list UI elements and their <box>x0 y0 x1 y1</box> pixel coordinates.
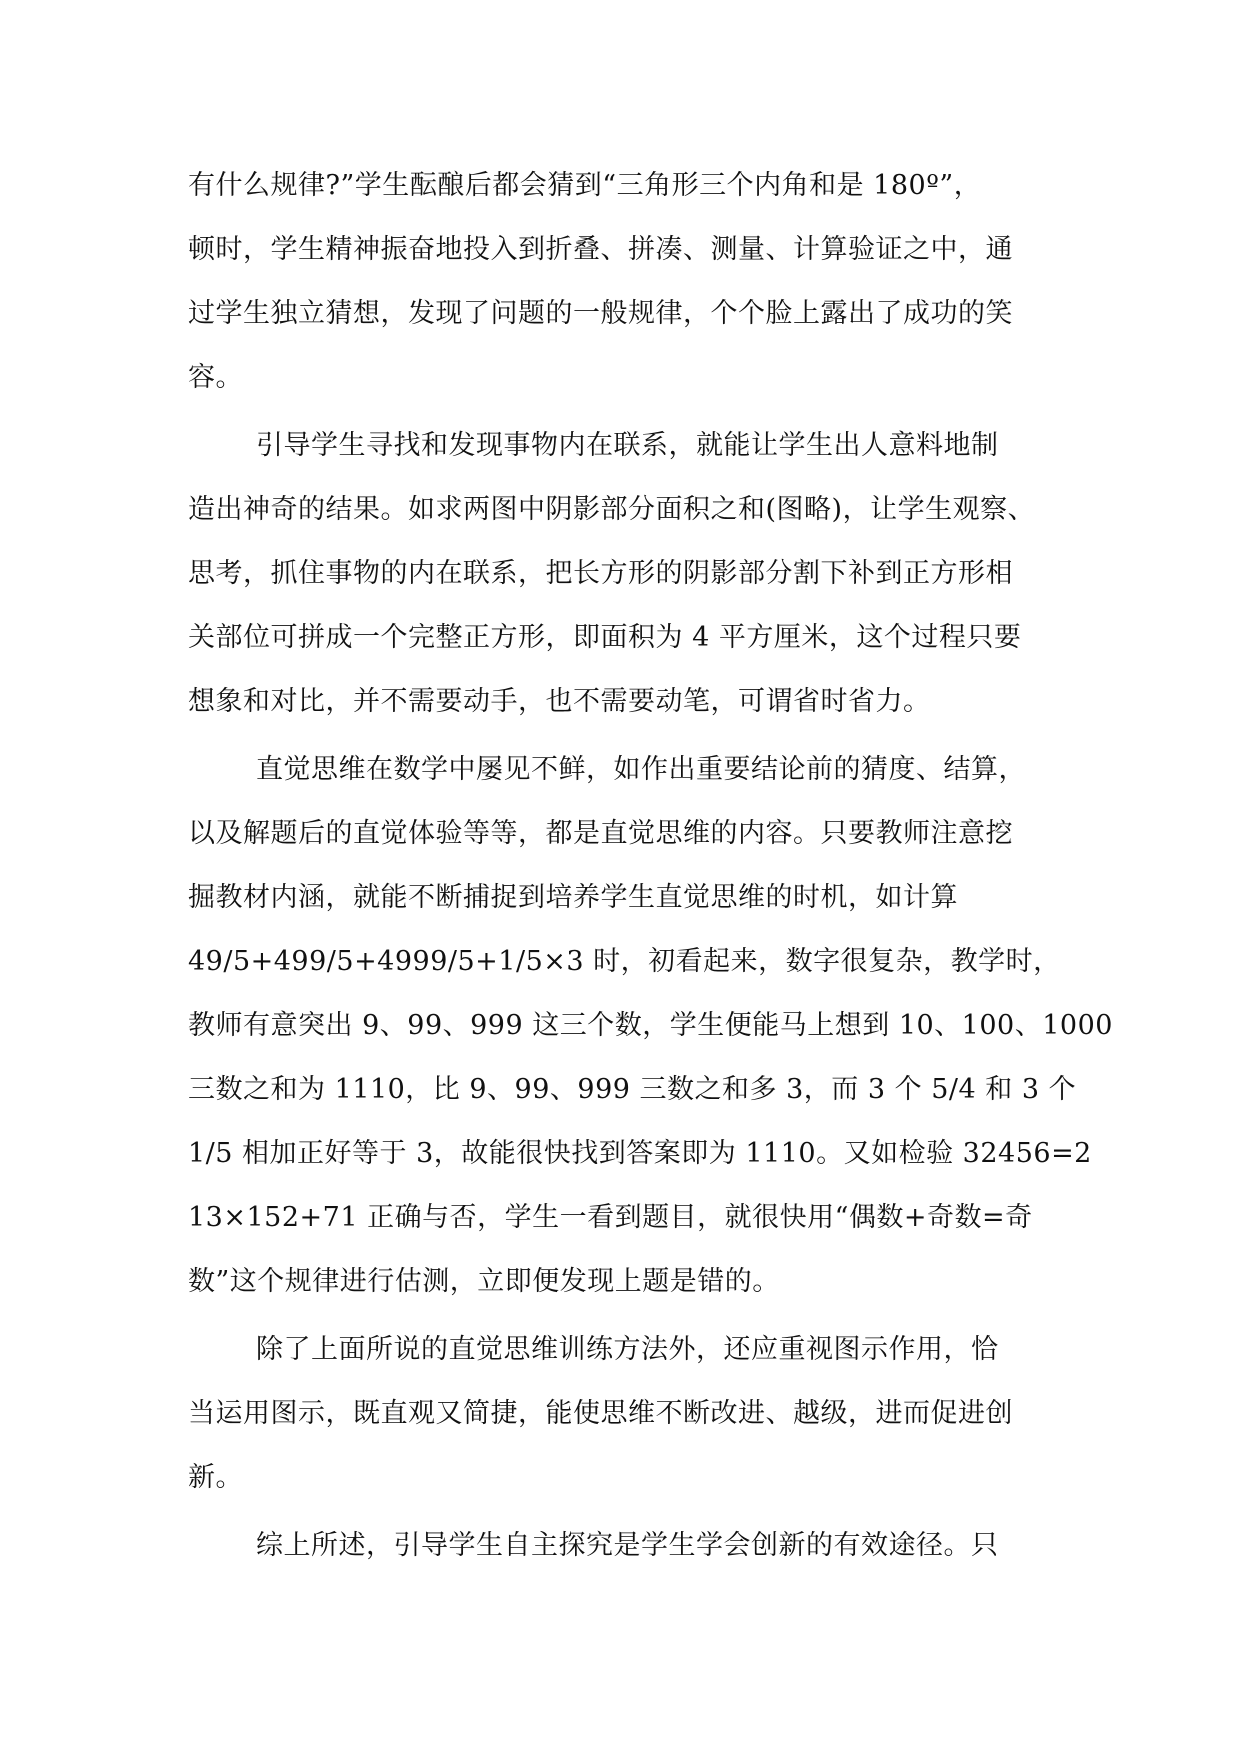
text-line: 新。 <box>188 1462 243 1493</box>
text-line: 13×152+71 正确与否，学生一看到题目，就很快用“偶数+奇数=奇 <box>188 1202 1033 1233</box>
paragraph-first-line: 除了上面所说的直觉思维训练方法外，还应重视图示作用，恰 <box>256 1334 999 1365</box>
text-line: 教师有意突出 9、99、999 这三个数，学生便能马上想到 10、100、1000 <box>188 1010 1113 1041</box>
text-line: 数”这个规律进行估测，立即便发现上题是错的。 <box>188 1266 780 1297</box>
text-line: 三数之和为 1110，比 9、99、999 三数之和多 3，而 3 个 5/4 和 3 个 <box>188 1074 1077 1105</box>
text-line: 过学生独立猜想，发现了问题的一般规律，个个脸上露出了成功的笑 <box>188 298 1013 329</box>
paragraph-first-line: 直觉思维在数学中屡见不鲜，如作出重要结论前的猜度、结算， <box>256 754 1026 785</box>
text-line: 想象和对比，并不需要动手，也不需要动笔，可谓省时省力。 <box>188 686 931 717</box>
text-line: 1/5 相加正好等于 3，故能很快找到答案即为 1110。又如检验 32456=2 <box>188 1138 1092 1169</box>
text-line: 顿时，学生精神振奋地投入到折叠、拼凑、测量、计算验证之中，通 <box>188 234 1013 265</box>
text-line: 容。 <box>188 362 243 393</box>
text-line: 掘教材内涵，就能不断捕捉到培养学生直觉思维的时机，如计算 <box>188 882 958 913</box>
text-line: 以及解题后的直觉体验等等，都是直觉思维的内容。只要教师注意挖 <box>188 818 1013 849</box>
text-line: 当运用图示，既直观又简捷，能使思维不断改进、越级，进而促进创 <box>188 1398 1013 1429</box>
paragraph-first-line: 引导学生寻找和发现事物内在联系，就能让学生出人意料地制 <box>256 430 999 461</box>
text-line: 思考，抓住事物的内在联系，把长方形的阴影部分割下补到正方形相 <box>188 558 1013 589</box>
paragraph-first-line: 综上所述，引导学生自主探究是学生学会创新的有效途径。只 <box>256 1530 999 1561</box>
text-line: 有什么规律?”学生酝酿后都会猜到“三角形三个内角和是 180º”， <box>188 170 982 201</box>
text-line: 造出神奇的结果。如求两图中阴影部分面积之和(图略)，让学生观察、 <box>188 494 1036 525</box>
text-line: 49/5+499/5+4999/5+1/5×3 时，初看起来，数字很复杂，教学时， <box>188 946 1061 977</box>
text-line: 关部位可拼成一个完整正方形，即面积为 4 平方厘米，这个过程只要 <box>188 622 1022 653</box>
